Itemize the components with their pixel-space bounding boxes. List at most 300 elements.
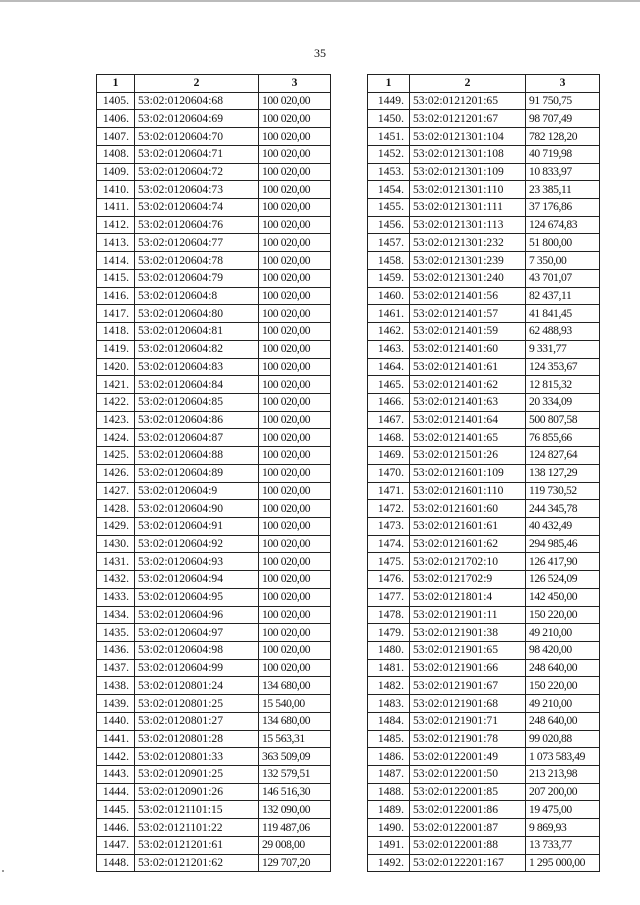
cadastral-value: 49 210,00 bbox=[526, 695, 600, 713]
row-number: 1407. bbox=[97, 128, 135, 146]
table-row bbox=[97, 340, 331, 358]
row-number: 1475. bbox=[368, 553, 410, 571]
cadastral-value: 129 707,20 bbox=[259, 854, 331, 872]
registry-table-left bbox=[96, 74, 331, 872]
cadastral-value: 100 020,00 bbox=[259, 500, 331, 518]
cadastral-value: 138 127,29 bbox=[526, 464, 600, 482]
cadastral-value: 150 220,00 bbox=[526, 677, 600, 695]
table-row bbox=[368, 376, 600, 394]
table-row bbox=[97, 730, 331, 748]
table-row bbox=[368, 854, 600, 872]
row-number: 1437. bbox=[97, 659, 135, 677]
cadastral-value: 76 855,66 bbox=[526, 429, 600, 447]
table-row bbox=[368, 571, 600, 589]
cadastral-value: 100 020,00 bbox=[259, 535, 331, 553]
cadastral-number: 53:02:0120801:33 bbox=[135, 748, 259, 766]
row-number: 1419. bbox=[97, 340, 135, 358]
scan-top-edge bbox=[0, 0, 640, 2]
table-row bbox=[97, 234, 331, 252]
row-number: 1479. bbox=[368, 624, 410, 642]
table-row bbox=[368, 110, 600, 128]
row-number: 1428. bbox=[97, 500, 135, 518]
row-number: 1454. bbox=[368, 181, 410, 199]
table-row bbox=[97, 145, 331, 163]
cadastral-number: 53:02:0120604:73 bbox=[135, 181, 259, 199]
row-number: 1453. bbox=[368, 163, 410, 181]
table-row bbox=[368, 305, 600, 323]
cadastral-number: 53:02:0120604:78 bbox=[135, 252, 259, 270]
table-row bbox=[368, 748, 600, 766]
cadastral-number: 53:02:0120604:95 bbox=[135, 588, 259, 606]
row-number: 1411. bbox=[97, 199, 135, 217]
row-number: 1478. bbox=[368, 606, 410, 624]
cadastral-value: 248 640,00 bbox=[526, 659, 600, 677]
cadastral-value: 100 020,00 bbox=[259, 659, 331, 677]
cadastral-number: 53:02:0121301:113 bbox=[410, 216, 526, 234]
cadastral-number: 53:02:0121301:239 bbox=[410, 252, 526, 270]
table-row bbox=[368, 92, 600, 110]
row-number: 1484. bbox=[368, 712, 410, 730]
row-number: 1485. bbox=[368, 730, 410, 748]
table-row bbox=[97, 571, 331, 589]
table-row bbox=[97, 447, 331, 465]
header-col-2: 2 bbox=[410, 75, 526, 93]
cadastral-value: 207 200,00 bbox=[526, 783, 600, 801]
cadastral-value: 244 345,78 bbox=[526, 500, 600, 518]
cadastral-number: 53:02:0120801:25 bbox=[135, 695, 259, 713]
table-row bbox=[97, 429, 331, 447]
row-number: 1488. bbox=[368, 783, 410, 801]
cadastral-number: 53:02:0121101:22 bbox=[135, 819, 259, 837]
cadastral-number: 53:02:0121901:11 bbox=[410, 606, 526, 624]
table-row bbox=[368, 287, 600, 305]
cadastral-value: 213 213,98 bbox=[526, 766, 600, 784]
cadastral-number: 53:02:0120604:89 bbox=[135, 464, 259, 482]
row-number: 1482. bbox=[368, 677, 410, 695]
registry-table-right bbox=[367, 74, 600, 872]
cadastral-number: 53:02:0121401:60 bbox=[410, 340, 526, 358]
cadastral-value: 100 020,00 bbox=[259, 553, 331, 571]
table-row bbox=[97, 358, 331, 376]
cadastral-value: 29 008,00 bbox=[259, 836, 331, 854]
table-row bbox=[97, 199, 331, 217]
cadastral-number: 53:02:0120604:8 bbox=[135, 287, 259, 305]
cadastral-number: 53:02:0120604:72 bbox=[135, 163, 259, 181]
cadastral-value: 43 701,07 bbox=[526, 269, 600, 287]
row-number: 1463. bbox=[368, 340, 410, 358]
row-number: 1466. bbox=[368, 393, 410, 411]
table-row bbox=[368, 500, 600, 518]
table-body-left bbox=[97, 92, 331, 872]
table-body-right bbox=[368, 92, 600, 872]
row-number: 1456. bbox=[368, 216, 410, 234]
cadastral-number: 53:02:0121501:26 bbox=[410, 447, 526, 465]
table-row bbox=[97, 216, 331, 234]
cadastral-number: 53:02:0120604:9 bbox=[135, 482, 259, 500]
row-number: 1415. bbox=[97, 269, 135, 287]
cadastral-value: 124 353,67 bbox=[526, 358, 600, 376]
cadastral-number: 53:02:0120604:84 bbox=[135, 376, 259, 394]
cadastral-value: 40 432,49 bbox=[526, 517, 600, 535]
cadastral-number: 53:02:0121901:66 bbox=[410, 659, 526, 677]
cadastral-number: 53:02:0121201:65 bbox=[410, 92, 526, 110]
table-row bbox=[97, 376, 331, 394]
cadastral-number: 53:02:0122001:86 bbox=[410, 801, 526, 819]
row-number: 1435. bbox=[97, 624, 135, 642]
row-number: 1446. bbox=[97, 819, 135, 837]
cadastral-number: 53:02:0120604:80 bbox=[135, 305, 259, 323]
cadastral-value: 100 020,00 bbox=[259, 429, 331, 447]
row-number: 1473. bbox=[368, 517, 410, 535]
row-number: 1464. bbox=[368, 358, 410, 376]
table-row bbox=[97, 535, 331, 553]
row-number: 1434. bbox=[97, 606, 135, 624]
cadastral-number: 53:02:0121601:62 bbox=[410, 535, 526, 553]
table-header-row bbox=[368, 75, 600, 93]
cadastral-number: 53:02:0121601:110 bbox=[410, 482, 526, 500]
cadastral-value: 124 674,83 bbox=[526, 216, 600, 234]
table-row bbox=[97, 482, 331, 500]
cadastral-number: 53:02:0121301:111 bbox=[410, 199, 526, 217]
cadastral-number: 53:02:0121301:110 bbox=[410, 181, 526, 199]
cadastral-value: 41 841,45 bbox=[526, 305, 600, 323]
cadastral-number: 53:02:0120604:71 bbox=[135, 145, 259, 163]
cadastral-number: 53:02:0121401:59 bbox=[410, 323, 526, 341]
cadastral-number: 53:02:0121201:61 bbox=[135, 836, 259, 854]
row-number: 1408. bbox=[97, 145, 135, 163]
cadastral-number: 53:02:0121901:78 bbox=[410, 730, 526, 748]
cadastral-value: 100 020,00 bbox=[259, 340, 331, 358]
cadastral-value: 100 020,00 bbox=[259, 447, 331, 465]
cadastral-value: 150 220,00 bbox=[526, 606, 600, 624]
cadastral-value: 100 020,00 bbox=[259, 128, 331, 146]
row-number: 1418. bbox=[97, 323, 135, 341]
cadastral-number: 53:02:0120604:88 bbox=[135, 447, 259, 465]
cadastral-value: 1 295 000,00 bbox=[526, 854, 600, 872]
row-number: 1438. bbox=[97, 677, 135, 695]
cadastral-value: 100 020,00 bbox=[259, 464, 331, 482]
table-row bbox=[368, 411, 600, 429]
row-number: 1449. bbox=[368, 92, 410, 110]
table-row bbox=[368, 819, 600, 837]
cadastral-value: 126 417,90 bbox=[526, 553, 600, 571]
row-number: 1425. bbox=[97, 447, 135, 465]
row-number: 1445. bbox=[97, 801, 135, 819]
table-row bbox=[368, 553, 600, 571]
cadastral-value: 20 334,09 bbox=[526, 393, 600, 411]
cadastral-number: 53:02:0121901:38 bbox=[410, 624, 526, 642]
table-row bbox=[368, 181, 600, 199]
cadastral-number: 53:02:0121401:56 bbox=[410, 287, 526, 305]
cadastral-number: 53:02:0120604:92 bbox=[135, 535, 259, 553]
cadastral-value: 248 640,00 bbox=[526, 712, 600, 730]
table-row bbox=[97, 659, 331, 677]
row-number: 1427. bbox=[97, 482, 135, 500]
cadastral-number: 53:02:0122001:88 bbox=[410, 836, 526, 854]
row-number: 1420. bbox=[97, 358, 135, 376]
row-number: 1457. bbox=[368, 234, 410, 252]
cadastral-number: 53:02:0121101:15 bbox=[135, 801, 259, 819]
row-number: 1450. bbox=[368, 110, 410, 128]
cadastral-number: 53:02:0121301:240 bbox=[410, 269, 526, 287]
table-row bbox=[97, 517, 331, 535]
table-row bbox=[368, 340, 600, 358]
cadastral-number: 53:02:0122001:50 bbox=[410, 766, 526, 784]
cadastral-number: 53:02:0120604:91 bbox=[135, 517, 259, 535]
row-number: 1480. bbox=[368, 642, 410, 660]
cadastral-value: 19 475,00 bbox=[526, 801, 600, 819]
table-row bbox=[97, 642, 331, 660]
row-number: 1406. bbox=[97, 110, 135, 128]
row-number: 1462. bbox=[368, 323, 410, 341]
cadastral-number: 53:02:0121601:61 bbox=[410, 517, 526, 535]
row-number: 1490. bbox=[368, 819, 410, 837]
row-number: 1444. bbox=[97, 783, 135, 801]
cadastral-number: 53:02:0120604:70 bbox=[135, 128, 259, 146]
page-number: 35 bbox=[314, 46, 326, 60]
table-row bbox=[368, 588, 600, 606]
cadastral-value: 100 020,00 bbox=[259, 145, 331, 163]
cadastral-value: 15 540,00 bbox=[259, 695, 331, 713]
table-row bbox=[368, 429, 600, 447]
cadastral-value: 100 020,00 bbox=[259, 199, 331, 217]
cadastral-number: 53:02:0121901:68 bbox=[410, 695, 526, 713]
row-number: 1414. bbox=[97, 252, 135, 270]
cadastral-value: 100 020,00 bbox=[259, 163, 331, 181]
cadastral-number: 53:02:0120604:90 bbox=[135, 500, 259, 518]
table-row bbox=[97, 305, 331, 323]
cadastral-value: 134 680,00 bbox=[259, 712, 331, 730]
table-row bbox=[97, 92, 331, 110]
row-number: 1472. bbox=[368, 500, 410, 518]
cadastral-value: 100 020,00 bbox=[259, 376, 331, 394]
cadastral-number: 53:02:0120901:26 bbox=[135, 783, 259, 801]
cadastral-value: 7 350,00 bbox=[526, 252, 600, 270]
cadastral-value: 100 020,00 bbox=[259, 571, 331, 589]
cadastral-value: 146 516,30 bbox=[259, 783, 331, 801]
cadastral-number: 53:02:0121301:109 bbox=[410, 163, 526, 181]
row-number: 1405. bbox=[97, 92, 135, 110]
cadastral-value: 134 680,00 bbox=[259, 677, 331, 695]
row-number: 1474. bbox=[368, 535, 410, 553]
cadastral-number: 53:02:0121601:109 bbox=[410, 464, 526, 482]
cadastral-value: 100 020,00 bbox=[259, 110, 331, 128]
row-number: 1481. bbox=[368, 659, 410, 677]
row-number: 1442. bbox=[97, 748, 135, 766]
table-row bbox=[97, 836, 331, 854]
cadastral-value: 100 020,00 bbox=[259, 517, 331, 535]
table-row bbox=[368, 677, 600, 695]
row-number: 1467. bbox=[368, 411, 410, 429]
header-col-3: 3 bbox=[259, 75, 331, 93]
cadastral-value: 100 020,00 bbox=[259, 305, 331, 323]
cadastral-number: 53:02:0121401:62 bbox=[410, 376, 526, 394]
cadastral-number: 53:02:0121301:232 bbox=[410, 234, 526, 252]
row-number: 1455. bbox=[368, 199, 410, 217]
table-row bbox=[368, 836, 600, 854]
table-row bbox=[368, 163, 600, 181]
cadastral-value: 132 579,51 bbox=[259, 766, 331, 784]
cadastral-value: 13 733,77 bbox=[526, 836, 600, 854]
row-number: 1451. bbox=[368, 128, 410, 146]
table-row bbox=[368, 730, 600, 748]
table-row bbox=[97, 181, 331, 199]
row-number: 1429. bbox=[97, 517, 135, 535]
cadastral-value: 100 020,00 bbox=[259, 642, 331, 660]
cadastral-value: 99 020,88 bbox=[526, 730, 600, 748]
cadastral-number: 53:02:0120801:24 bbox=[135, 677, 259, 695]
table-row bbox=[368, 695, 600, 713]
row-number: 1409. bbox=[97, 163, 135, 181]
cadastral-number: 53:02:0120604:98 bbox=[135, 642, 259, 660]
cadastral-value: 100 020,00 bbox=[259, 234, 331, 252]
cadastral-number: 53:02:0120604:94 bbox=[135, 571, 259, 589]
cadastral-value: 9 869,93 bbox=[526, 819, 600, 837]
cadastral-number: 53:02:0121702:9 bbox=[410, 571, 526, 589]
table-row bbox=[368, 624, 600, 642]
table-row bbox=[97, 588, 331, 606]
header-col-3: 3 bbox=[526, 75, 600, 93]
row-number: 1413. bbox=[97, 234, 135, 252]
table-row bbox=[97, 411, 331, 429]
table-row bbox=[368, 393, 600, 411]
table-row bbox=[97, 766, 331, 784]
table-row bbox=[368, 199, 600, 217]
cadastral-number: 53:02:0121201:62 bbox=[135, 854, 259, 872]
cadastral-value: 100 020,00 bbox=[259, 358, 331, 376]
row-number: 1461. bbox=[368, 305, 410, 323]
table-row bbox=[368, 464, 600, 482]
cadastral-value: 15 563,31 bbox=[259, 730, 331, 748]
cadastral-number: 53:02:0121201:67 bbox=[410, 110, 526, 128]
table-header-row bbox=[97, 75, 331, 93]
cadastral-value: 37 176,86 bbox=[526, 199, 600, 217]
cadastral-number: 53:02:0120604:96 bbox=[135, 606, 259, 624]
table-row bbox=[97, 269, 331, 287]
table-row bbox=[97, 128, 331, 146]
table-row bbox=[97, 801, 331, 819]
table-row bbox=[368, 766, 600, 784]
cadastral-number: 53:02:0121401:65 bbox=[410, 429, 526, 447]
table-row bbox=[368, 447, 600, 465]
table-row bbox=[97, 606, 331, 624]
table-row bbox=[368, 783, 600, 801]
cadastral-number: 53:02:0120604:77 bbox=[135, 234, 259, 252]
cadastral-value: 12 815,32 bbox=[526, 376, 600, 394]
table-row bbox=[368, 128, 600, 146]
cadastral-number: 53:02:0120604:82 bbox=[135, 340, 259, 358]
row-number: 1416. bbox=[97, 287, 135, 305]
row-number: 1476. bbox=[368, 571, 410, 589]
cadastral-value: 100 020,00 bbox=[259, 323, 331, 341]
cadastral-number: 53:02:0120801:28 bbox=[135, 730, 259, 748]
row-number: 1440. bbox=[97, 712, 135, 730]
row-number: 1452. bbox=[368, 145, 410, 163]
cadastral-value: 98 707,49 bbox=[526, 110, 600, 128]
table-row bbox=[97, 695, 331, 713]
row-number: 1483. bbox=[368, 695, 410, 713]
table-row bbox=[97, 819, 331, 837]
row-number: 1422. bbox=[97, 393, 135, 411]
cadastral-value: 100 020,00 bbox=[259, 216, 331, 234]
cadastral-value: 100 020,00 bbox=[259, 588, 331, 606]
cadastral-value: 98 420,00 bbox=[526, 642, 600, 660]
row-number: 1417. bbox=[97, 305, 135, 323]
table-row bbox=[368, 216, 600, 234]
cadastral-number: 53:02:0120801:27 bbox=[135, 712, 259, 730]
cadastral-number: 53:02:0120604:99 bbox=[135, 659, 259, 677]
row-number: 1441. bbox=[97, 730, 135, 748]
cadastral-number: 53:02:0120901:25 bbox=[135, 766, 259, 784]
cadastral-value: 782 128,20 bbox=[526, 128, 600, 146]
table-row bbox=[97, 854, 331, 872]
row-number: 1492. bbox=[368, 854, 410, 872]
table-row bbox=[368, 712, 600, 730]
table-row bbox=[97, 553, 331, 571]
cadastral-value: 142 450,00 bbox=[526, 588, 600, 606]
table-row bbox=[97, 323, 331, 341]
cadastral-number: 53:02:0121901:65 bbox=[410, 642, 526, 660]
table-row bbox=[97, 393, 331, 411]
cadastral-value: 294 985,46 bbox=[526, 535, 600, 553]
table-row bbox=[368, 517, 600, 535]
cadastral-value: 23 385,11 bbox=[526, 181, 600, 199]
cadastral-value: 500 807,58 bbox=[526, 411, 600, 429]
cadastral-number: 53:02:0121401:57 bbox=[410, 305, 526, 323]
cadastral-number: 53:02:0121901:67 bbox=[410, 677, 526, 695]
cadastral-value: 91 750,75 bbox=[526, 92, 600, 110]
cadastral-value: 100 020,00 bbox=[259, 606, 331, 624]
table-row bbox=[368, 535, 600, 553]
table-row bbox=[97, 464, 331, 482]
row-number: 1423. bbox=[97, 411, 135, 429]
scan-artifact bbox=[2, 870, 4, 872]
cadastral-number: 53:02:0121601:60 bbox=[410, 500, 526, 518]
table-row bbox=[97, 500, 331, 518]
table-row bbox=[97, 287, 331, 305]
row-number: 1491. bbox=[368, 836, 410, 854]
cadastral-value: 100 020,00 bbox=[259, 269, 331, 287]
row-number: 1412. bbox=[97, 216, 135, 234]
cadastral-value: 100 020,00 bbox=[259, 624, 331, 642]
header-col-2: 2 bbox=[135, 75, 259, 93]
row-number: 1489. bbox=[368, 801, 410, 819]
cadastral-value: 62 488,93 bbox=[526, 323, 600, 341]
row-number: 1460. bbox=[368, 287, 410, 305]
cadastral-value: 82 437,11 bbox=[526, 287, 600, 305]
cadastral-value: 363 509,09 bbox=[259, 748, 331, 766]
table-row bbox=[97, 712, 331, 730]
table-row bbox=[97, 110, 331, 128]
table-row bbox=[368, 801, 600, 819]
cadastral-value: 126 524,09 bbox=[526, 571, 600, 589]
cadastral-value: 100 020,00 bbox=[259, 393, 331, 411]
cadastral-number: 53:02:0121901:71 bbox=[410, 712, 526, 730]
cadastral-value: 100 020,00 bbox=[259, 482, 331, 500]
cadastral-value: 10 833,97 bbox=[526, 163, 600, 181]
cadastral-number: 53:02:0121801:4 bbox=[410, 588, 526, 606]
row-number: 1486. bbox=[368, 748, 410, 766]
cadastral-value: 119 487,06 bbox=[259, 819, 331, 837]
row-number: 1448. bbox=[97, 854, 135, 872]
row-number: 1469. bbox=[368, 447, 410, 465]
cadastral-number: 53:02:0120604:93 bbox=[135, 553, 259, 571]
cadastral-number: 53:02:0120604:86 bbox=[135, 411, 259, 429]
cadastral-number: 53:02:0120604:74 bbox=[135, 199, 259, 217]
row-number: 1431. bbox=[97, 553, 135, 571]
cadastral-number: 53:02:0121401:64 bbox=[410, 411, 526, 429]
table-row bbox=[97, 748, 331, 766]
